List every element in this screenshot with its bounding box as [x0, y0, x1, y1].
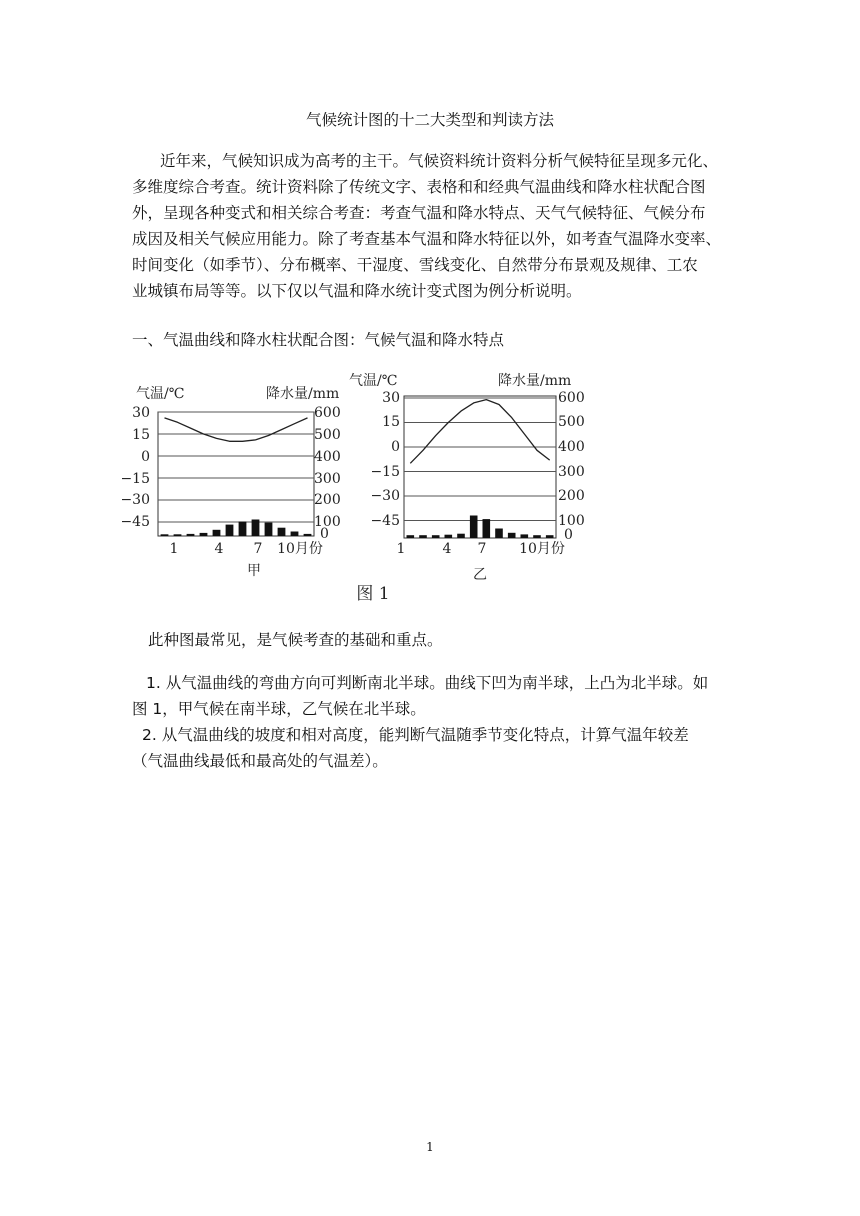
- precip-bar: [161, 534, 169, 536]
- precip-axis-label: 降水量/mm: [266, 386, 340, 402]
- precip-tick: 200: [314, 492, 341, 508]
- precip-tick: 200: [558, 488, 585, 504]
- precip-tick: 300: [314, 471, 341, 487]
- temp-tick: 30: [382, 390, 400, 406]
- precip-bar: [252, 520, 260, 537]
- precip-bar: [521, 534, 529, 538]
- document-title: 气候统计图的十二大类型和判读方法: [305, 111, 554, 129]
- precip-tick: 400: [558, 439, 585, 455]
- climate-charts-svg: [120, 368, 588, 613]
- precip-bar: [546, 535, 554, 538]
- temp-tick: 30: [132, 405, 150, 421]
- precip-bar: [407, 535, 415, 538]
- precip-tick: 0: [564, 527, 573, 543]
- intro-line: 多维度综合考查。统计资料除了传统文字、表格和和经典气温曲线和降水柱状配合图: [132, 178, 706, 196]
- temp-axis-label: 气温/℃: [136, 386, 185, 402]
- month-tick: 4: [442, 541, 452, 557]
- precip-tick: 600: [558, 390, 585, 406]
- precip-tick: 100: [558, 513, 585, 529]
- climate-chart-yi: [349, 372, 585, 583]
- temp-tick: 15: [132, 427, 150, 443]
- point-2-line: 2. 从气温曲线的坡度和相对高度，能判断气温随季节变化特点，计算气温年较差: [142, 726, 689, 744]
- precip-bar: [265, 523, 273, 536]
- precip-tick: 300: [558, 464, 585, 480]
- precip-tick: 600: [314, 405, 341, 421]
- temp-tick: −45: [370, 513, 400, 529]
- page-number: 1: [426, 1140, 434, 1154]
- intro-line: 业城镇布局等等。以下仅以气温和降水统计变式图为例分析说明。: [132, 282, 582, 300]
- month-tick: 7: [253, 541, 263, 557]
- point-2-line: （气温曲线最低和最高处的气温差）。: [132, 752, 388, 770]
- precip-bar: [445, 535, 453, 538]
- precip-bar: [533, 535, 541, 538]
- precip-bar: [278, 528, 286, 536]
- point-2: [132, 722, 732, 774]
- month-tick: 4: [214, 541, 224, 557]
- intro-line: 时间变化（如季节）、分布概率、干湿度、雪线变化、自然带分布景观及规律、工农: [132, 256, 698, 274]
- precip-tick: 100: [314, 514, 341, 530]
- precip-tick: 0: [320, 526, 329, 542]
- precip-axis-label: 降水量/mm: [498, 373, 572, 389]
- precip-bar: [495, 529, 503, 539]
- precip-bar: [187, 534, 195, 536]
- intro-line: 外，呈现各种变式和相关综合考查：考查气温和降水特点、天气气候特征、气候分布: [132, 204, 706, 222]
- temp-tick: 15: [382, 414, 400, 430]
- month-tick: 7: [477, 541, 487, 557]
- precip-bar: [470, 516, 478, 539]
- temp-tick: −15: [370, 464, 400, 480]
- precip-bar: [239, 522, 247, 537]
- chart-frame: [404, 396, 556, 538]
- precip-bar: [457, 534, 465, 538]
- precip-bar: [291, 532, 299, 537]
- chart-frame: [158, 412, 314, 536]
- precip-bar: [419, 535, 427, 538]
- month-tick: 10月份: [519, 541, 565, 557]
- intro-line: 近年来，气候知识成为高考的主干。气候资料统计资料分析气候特征呈现多元化、: [160, 152, 719, 170]
- month-tick: 1: [169, 541, 179, 557]
- temp-tick: −30: [120, 492, 150, 508]
- figure-caption: 图 1: [356, 584, 390, 604]
- point-1: [132, 670, 732, 722]
- point-1-line: 图 1，甲气候在南半球，乙气候在北半球。: [132, 700, 426, 718]
- precip-bar: [213, 530, 221, 536]
- intro-line: 成因及相关气候应用能力。除了考查基本气温和降水特征以外，如考查气温降水变率、: [132, 230, 722, 248]
- temp-tick: −45: [120, 514, 150, 530]
- precip-bar: [432, 535, 440, 538]
- temp-tick: −15: [120, 471, 150, 487]
- chart-label-jia: 甲: [247, 563, 261, 579]
- chart-label-yi: 乙: [473, 567, 487, 583]
- climate-chart-jia: [120, 385, 340, 579]
- month-tick: 10月份: [277, 541, 323, 557]
- temp-tick: −30: [370, 488, 400, 504]
- temp-axis-label: 气温/℃: [349, 373, 398, 389]
- precip-bar: [200, 533, 208, 536]
- temperature-curve: [165, 418, 308, 441]
- precip-bar: [226, 525, 234, 536]
- precip-bar: [508, 533, 516, 538]
- climate-figure: [120, 368, 588, 613]
- month-tick: 1: [396, 541, 406, 557]
- section-heading: 一、气温曲线和降水柱状配合图：气候气温和降水特点: [132, 331, 505, 349]
- temp-tick: 0: [391, 439, 400, 455]
- precip-tick: 500: [558, 414, 585, 430]
- temp-tick: 0: [141, 449, 150, 465]
- sub-paragraph: 此种图最常见，是气候考查的基础和重点。: [148, 631, 443, 649]
- precip-bar: [174, 534, 182, 536]
- precip-tick: 400: [314, 449, 341, 465]
- precip-tick: 500: [314, 427, 341, 443]
- temperature-curve: [410, 400, 549, 464]
- intro-paragraph: [132, 148, 732, 304]
- precip-bar: [483, 519, 491, 538]
- point-1-line: 1. 从气温曲线的弯曲方向可判断南北半球。曲线下凹为南半球，上凸为北半球。如: [146, 674, 709, 692]
- precip-bar: [304, 534, 312, 536]
